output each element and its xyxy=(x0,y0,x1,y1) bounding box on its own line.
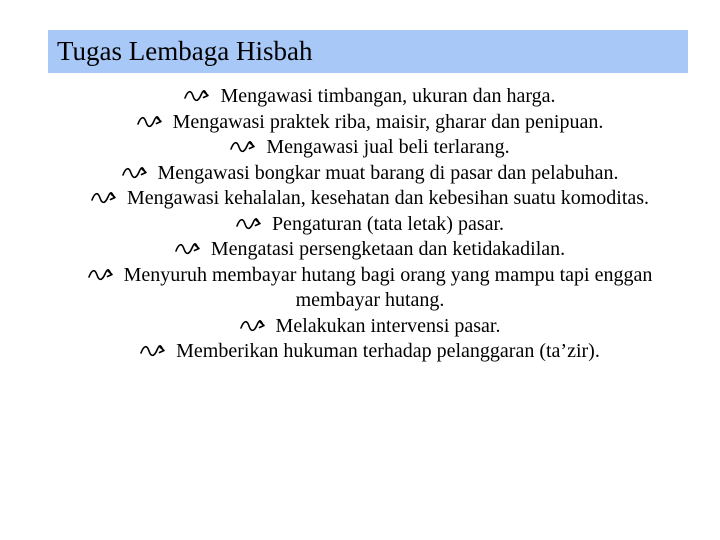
wavy-arrow-bullet-icon xyxy=(122,166,148,180)
bullet-item xyxy=(70,84,670,110)
bullet-text: Mengawasi praktek riba, maisir, gharar dan penipuan. xyxy=(172,110,604,133)
bullet-item xyxy=(70,161,670,187)
bullet-text: Pengaturan (tata letak) pasar. xyxy=(271,212,505,235)
bullet-text: Mengawasi timbangan, ukuran dan harga. xyxy=(220,85,556,107)
wavy-arrow-bullet-icon xyxy=(91,191,117,205)
bullet-item xyxy=(70,263,670,314)
wavy-arrow-bullet-icon xyxy=(230,140,256,154)
wavy-arrow-bullet-icon xyxy=(236,217,262,231)
wavy-arrow-bullet-icon xyxy=(240,319,266,333)
wavy-arrow-bullet-icon xyxy=(88,268,114,282)
bullet-item xyxy=(70,314,670,340)
slide-title: Tugas Lembaga Hisbah xyxy=(57,36,313,66)
bullet-item xyxy=(70,237,670,263)
wavy-arrow-bullet-icon xyxy=(175,242,201,256)
bullet-text: Mengawasi kehalalan, kesehatan dan kebesihan suatu komoditas. xyxy=(126,187,650,209)
wavy-arrow-bullet-icon xyxy=(137,115,163,129)
bullet-item xyxy=(70,135,670,161)
bullet-list xyxy=(70,84,670,365)
wavy-arrow-bullet-icon xyxy=(184,89,210,103)
wavy-arrow-bullet-icon xyxy=(140,344,166,358)
bullet-text: Menyuruh membayar hutang bagi orang yang mampu tapi enggan membayar hutang. xyxy=(123,263,653,311)
bullet-item xyxy=(70,110,670,136)
bullet-text: Mengatasi persengketaan dan ketidakadilan. xyxy=(210,238,566,260)
bullet-item xyxy=(70,212,670,238)
bullet-item xyxy=(70,339,670,365)
title-bar xyxy=(48,30,688,73)
bullet-item xyxy=(70,186,670,212)
bullet-text: Melakukan intervensi pasar. xyxy=(275,314,501,337)
bullet-text: Memberikan hukuman terhadap pelanggaran (ta’zir). xyxy=(176,340,600,362)
bullet-text: Mengawasi bongkar muat barang di pasar dan pelabuhan. xyxy=(157,161,619,184)
bullet-text: Mengawasi jual beli terlarang. xyxy=(266,136,510,158)
